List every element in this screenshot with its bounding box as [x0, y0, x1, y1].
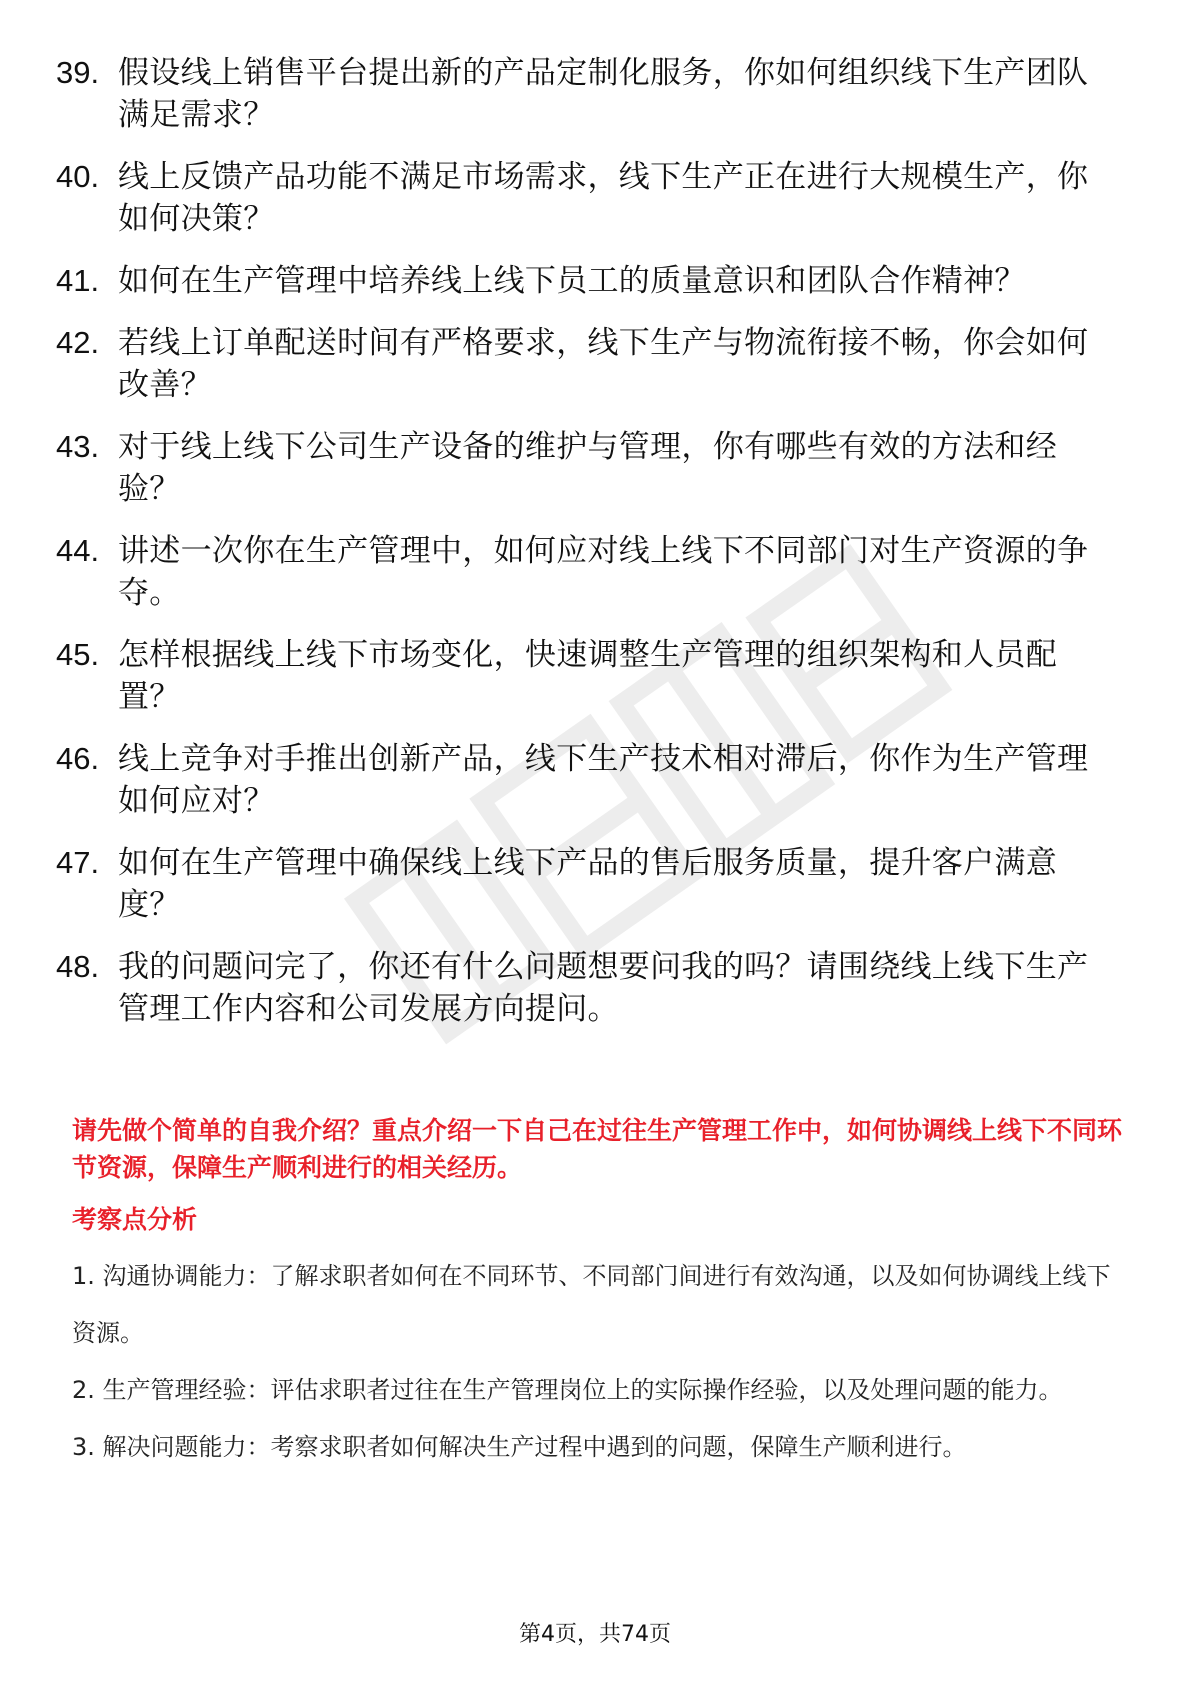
question-item — [56, 260, 1116, 302]
question-number: 45. — [56, 637, 100, 672]
question-text: 线上竞争对手推出创新产品，线下生产技术相对滞后，你作为生产管理如何应对？ — [118, 741, 1089, 819]
question-list — [56, 52, 1116, 1050]
analysis-title: 考察点分析 — [72, 1205, 198, 1234]
question-item — [56, 738, 1116, 822]
question-item — [56, 530, 1116, 614]
page-footer: 第4页，共74页 — [519, 1622, 671, 1647]
question-number: 41. — [56, 263, 100, 298]
question-item — [56, 842, 1116, 926]
question-text: 对于线上线下公司生产设备的维护与管理，你有哪些有效的方法和经验？ — [118, 429, 1057, 507]
question-number: 40. — [56, 159, 100, 194]
question-text: 我的问题问完了，你还有什么问题想要问我的吗？请围绕线上线下生产管理工作内容和公司发展方向提问。 — [118, 949, 1089, 1027]
analysis-item: 2. 生产管理经验：评估求职者过往在生产管理岗位上的实际操作经验，以及处理问题的能力。 — [72, 1376, 1063, 1404]
question-text: 怎样根据线上线下市场变化，快速调整生产管理的组织架构和人员配置？ — [118, 637, 1057, 715]
question-item — [56, 426, 1116, 510]
question-number: 42. — [56, 325, 100, 360]
question-text: 讲述一次你在生产管理中，如何应对线上线下不同部门对生产资源的争夺。 — [118, 533, 1089, 611]
question-text: 如何在生产管理中培养线上线下员工的质量意识和团队合作精神？ — [118, 263, 1026, 299]
analysis-item: 3. 解决问题能力：考察求职者如何解决生产过程中遇到的问题，保障生产顺利进行。 — [72, 1433, 967, 1461]
question-item — [56, 946, 1116, 1030]
question-number: 43. — [56, 429, 100, 464]
question-text: 假设线上销售平台提出新的产品定制化服务，你如何组织线下生产团队满足需求？ — [118, 55, 1089, 133]
question-text: 若线上订单配送时间有严格要求，线下生产与物流衔接不畅，你会如何改善？ — [118, 325, 1089, 403]
question-text: 如何在生产管理中确保线上线下产品的售后服务质量，提升客户满意度？ — [118, 845, 1057, 923]
question-item — [56, 634, 1116, 718]
question-item — [56, 156, 1116, 240]
question-number: 47. — [56, 845, 100, 880]
highlighted-question: 请先做个简单的自我介绍？重点介绍一下自己在过往生产管理工作中，如何协调线上线下不同环节资源，保障生产顺利进行的相关经历。 — [72, 1116, 1123, 1182]
analysis-list — [72, 1248, 1124, 1476]
question-number: 46. — [56, 741, 100, 776]
question-text: 线上反馈产品功能不满足市场需求，线下生产正在进行大规模生产，你如何决策？ — [118, 159, 1089, 237]
question-number: 39. — [56, 55, 100, 90]
analysis-item: 1. 沟通协调能力：了解求职者如何在不同环节、不同部门间进行有效沟通，以及如何协调线上线下资源。 — [72, 1262, 1111, 1347]
question-number: 48. — [56, 949, 100, 984]
question-item — [56, 322, 1116, 406]
question-number: 44. — [56, 533, 100, 568]
question-item — [56, 52, 1116, 136]
